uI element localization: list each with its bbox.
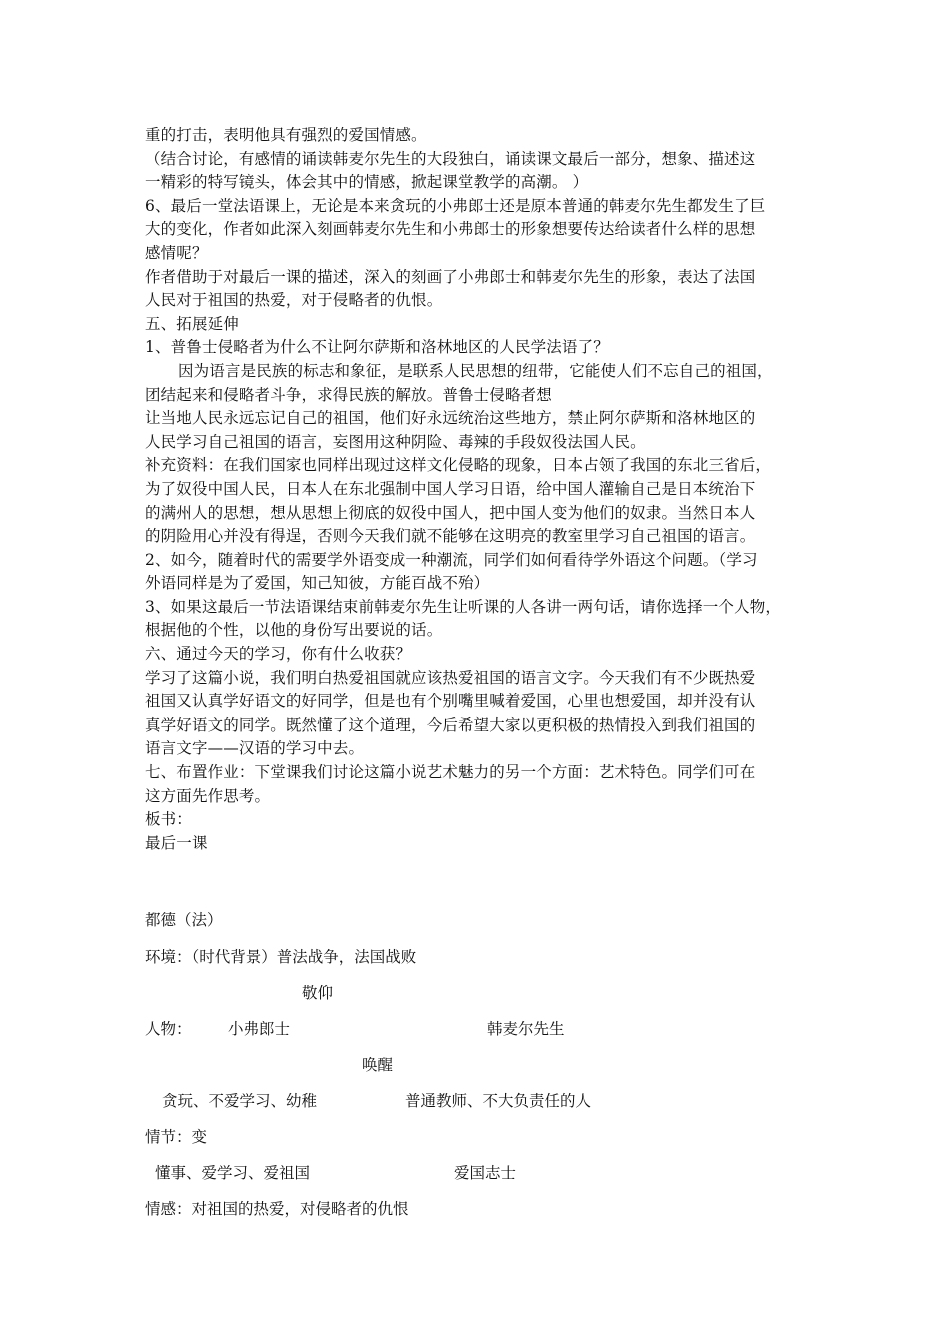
question-2: 2、如今，随着时代的需要学外语变成一种潮流，同学们如何看待学外语这个问题。（学习 xyxy=(145,550,758,569)
paragraph-line: 为了奴役中国人民，日本人在东北强制中国人学习日语，给中国人灌输自己是日本统治下 xyxy=(145,479,756,498)
paragraph-line: 一精彩的特写镜头，体会其中的情感，掀起课堂教学的高潮。 ） xyxy=(145,173,589,192)
paragraph-line: 外语同样是为了爱国，知己知彼，方能百战不殆） xyxy=(145,574,490,593)
paragraph-line: 感情呢？ xyxy=(145,243,208,262)
paragraph-line: 根据他的个性，以他的身份写出要说的话。 xyxy=(145,621,443,640)
paragraph-line: 这方面先作思考。 xyxy=(145,786,271,805)
paragraph-line: 祖国又认真学好语文的好同学，但是也有个别嘴里喊着爱国，心里也想爱国，却并没有认 xyxy=(145,692,756,711)
section-heading-7: 七、布置作业：下堂课我们讨论这篇小说艺术魅力的另一个方面：艺术特色。同学们可在 xyxy=(145,763,756,782)
paragraph-line: 让当地人民永远忘记自己的祖国，他们好永远统治这些地方，禁止阿尔萨斯和洛林地区的 xyxy=(145,409,756,428)
paragraph-line: 真学好语文的同学。既然懂了这个道理，今后希望大家以更积极的热情投入到我们祖国的 xyxy=(145,715,756,734)
franz-before: 贪玩、不爱学习、幼稚 xyxy=(162,1092,318,1110)
section-heading-6: 六、通过今天的学习，你有什么收获？ xyxy=(145,645,412,664)
character-little-franz: 小弗郎士 xyxy=(228,1020,291,1038)
section-heading-5: 五、拓展延伸 xyxy=(145,314,239,333)
paragraph-line: 重的打击，表明他具有强烈的爱国情感。 xyxy=(145,126,427,144)
paragraph-line: 语言文字——汉语的学习中去。 xyxy=(145,739,365,758)
hamel-after: 爱国志士 xyxy=(454,1164,517,1182)
awaken-label: 唤醒 xyxy=(362,1056,394,1074)
summary-paragraph: 学习了这篇小说，我们明白热爱祖国就应该热爱祖国的语言文字。今天我们有不少既热爱 xyxy=(145,668,756,687)
paragraph-line: 人民对于祖国的热爱，对于侵略者的仇恨。 xyxy=(145,291,443,310)
characters-label: 人物： xyxy=(145,1020,192,1038)
question-1: 1、普鲁士侵略者为什么不让阿尔萨斯和洛林地区的人民学法语了？ xyxy=(145,338,609,357)
paragraph-line: 大的变化，作者如此深入刻画韩麦尔先生和小弗郎士的形象想要传达给读者什么样的思想 xyxy=(145,220,756,239)
paragraph-line: （结合讨论，有感情的诵读韩麦尔先生的大段独白，诵读课文最后一部分，想象、描述这 xyxy=(145,149,756,168)
character-hamel: 韩麦尔先生 xyxy=(487,1020,565,1038)
answer-6: 作者借助于对最后一课的描述，深入的刻画了小弗郎士和韩麦尔先生的形象，表达了法国 xyxy=(145,267,756,286)
supplement-material: 补充资料：在我们国家也同样出现过这样文化侵略的现象，日本占领了我国的东北三省后， xyxy=(145,456,772,475)
paragraph-line: 的阴险用心并没有得逞，否则今天我们就不能够在这明亮的教室里学习自己祖国的语言。 xyxy=(145,527,756,546)
plot-line: 情节：变 xyxy=(145,1128,208,1146)
environment-line: 环境：（时代背景）普法战争，法国战败 xyxy=(145,948,417,966)
lesson-title: 最后一课 xyxy=(145,833,208,852)
paragraph-line: 的满州人的思想，想从思想上彻底的奴役中国人，把中国人变为他们的奴隶。当然日本人 xyxy=(145,503,756,522)
respect-label: 敬仰 xyxy=(302,984,334,1002)
paragraph-line: 团结起来和侵略者斗争，求得民族的解放。普鲁士侵略者想 xyxy=(145,385,552,404)
hamel-before: 普通教师、不大负责任的人 xyxy=(405,1092,592,1110)
answer-1: 因为语言是民族的标志和象征，是联系人民思想的纽带，它能使人们不忘自己的祖国， xyxy=(178,361,773,380)
emotion-line: 情感：对祖国的热爱，对侵略者的仇恨 xyxy=(145,1200,409,1218)
question-6: 6、最后一堂法语课上，无论是本来贪玩的小弗郎士还是原本普通的韩麦尔先生都发生了巨 xyxy=(145,196,766,215)
franz-after: 懂事、爱学习、爱祖国 xyxy=(155,1164,311,1182)
board-heading: 板书： xyxy=(145,810,192,829)
question-3: 3、如果这最后一节法语课结束前韩麦尔先生让听课的人各讲一两句话，请你选择一个人物， xyxy=(145,597,782,616)
paragraph-line: 人民学习自己祖国的语言，妄图用这种阴险、毒辣的手段奴役法国人民。 xyxy=(145,432,646,451)
author-line: 都德（法） xyxy=(145,911,223,929)
